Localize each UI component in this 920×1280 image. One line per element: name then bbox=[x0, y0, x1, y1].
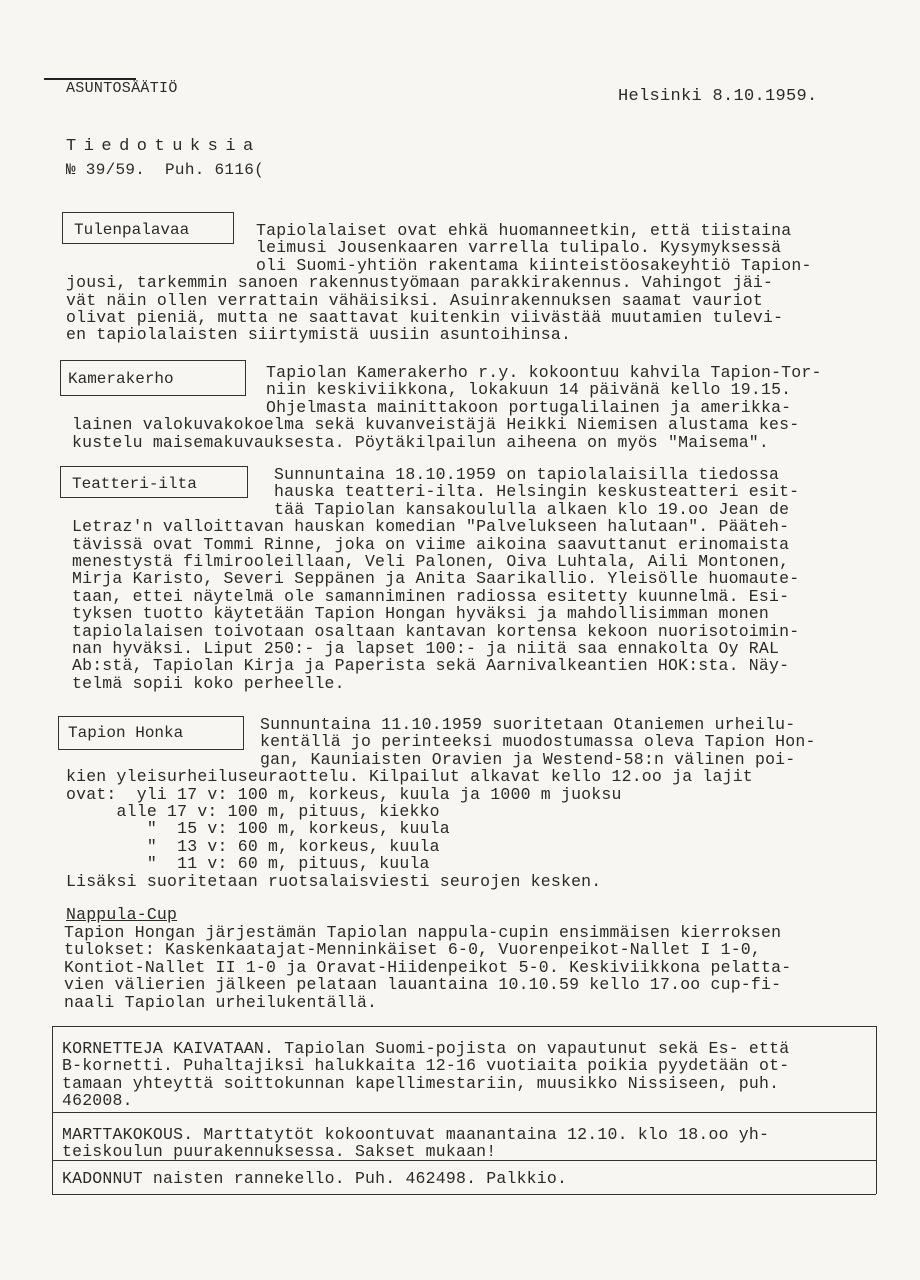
ad-rule-bottom bbox=[52, 1194, 876, 1195]
section-body-kamerakerho: Tapiolan Kamerakerho r.y. kokoontuu kahvila Tapion-Tor- niin keskiviikkona, lokakuun 14 päivänä kello 19.15. Ohjelmasta mainittakoon portugalilainen ja amerikka- lainen valokuvakokoelma sekä kuvanveistäjä Heikki Niemisen alustama kes- kustelu maisemakuvauksesta. Pöytäkilpailun aiheena on myös "Maisema". bbox=[72, 363, 822, 452]
ad-kornetti: KORNETTEJA KAIVATAAN. Tapiolan Suomi-pojista on vapautunut sekä Es- että B-kornetti. Puhaltajiksi halukkaita 12-16 vuotiaita poikia pyydetään ot- tamaan yhteyttä soittokunnan kapellimestariin, muusikko Nissiseen, puh. 462008. bbox=[62, 1039, 790, 1111]
organization-name: ASUNTOSÄÄTIÖ bbox=[66, 80, 178, 97]
ad-rule-left bbox=[52, 1026, 53, 1194]
ad-rule-right bbox=[876, 1026, 877, 1194]
document-title: Tiedotuksia bbox=[66, 137, 261, 156]
document-date: Helsinki 8.10.1959. bbox=[618, 87, 818, 106]
ad-rule bbox=[52, 1112, 876, 1113]
ad-kadonnut: KADONNUT naisten rannekello. Puh. 462498. Palkkio. bbox=[62, 1169, 568, 1188]
section-label-teatteri: Teatteri-ilta bbox=[72, 475, 197, 493]
nappula-heading: Nappula-Cup bbox=[66, 905, 178, 924]
section-label-tapionhonka: Tapion Honka bbox=[68, 724, 184, 742]
section-label-kamerakerho: Kamerakerho bbox=[68, 370, 174, 388]
section-body-teatteri: Sunnuntaina 18.10.1959 on tapiolalaisilla tiedossa hauska teatteri-ilta. Helsingin keskusteatteri esit- tää Tapiolan kansakoululla alkaen klo 19.oo Jean de Letraz'n valloittavan hauskan komedian "Palvelukseen halutaan". Pääteh- tävissä ovat Tommi Rinne, joka on viime aikoina saavuttanut erinomaista menestystä filmirooleillaan, Veli Palonen, Oiva Luhtala, Aili Montonen, Mirja Karisto, Severi Seppänen ja Anita Saarikallio. Yleisölle huomaute- taan, ettei näytelmä ole samanniminen radiossa esitetty kuunnelmä. Esi- tyksen tuotto käytetään Tapion Hongan hyväksi ja mahdollisimman monen tapiolalaisen toivotaan osaltaan kantavan kortensa kekoon nuorisotoimin- nan hyväksi. Liput 250:- ja lapset 100:- ja niitä saa ennakolta Oy RAL Ab:stä, Tapiolan Kirja ja Paperista sekä Aarnivalkeantien HOK:sta. Näy- telmä sopii koko perheelle. bbox=[72, 465, 800, 693]
ad-marttakokous: MARTTAKOKOUS. Marttatytöt kokoontuvat maanantaina 12.10. klo 18.oo yh- teiskoulun puurakennuksessa. Sakset mukaan! bbox=[62, 1125, 770, 1162]
section-body-tapionhonka: Sunnuntaina 11.10.1959 suoritetaan Otaniemen urheilu- kentällä jo perinteeksi muodostumassa oleva Tapion Hon- gan, Kauniaisten Oravien ja Westend-58:n välinen poi- kien yleisurheiluseuraottelu. Kilpailut alkavat kello 12.oo ja lajit ovat: yli 17 v: 100 m, korkeus, kuula ja 1000 m juoksu alle 17 v: 100 m, pituus, kiekko " 15 v: 100 m, korkeus, kuula " 13 v: 60 m, korkeus, kuula " 11 v: 60 m, pituus, kuula Lisäksi suoritetaan ruotsalaisviesti seurojen kesken. bbox=[66, 715, 816, 891]
section-label-tulenpalavaa: Tulenpalavaa bbox=[74, 221, 190, 239]
issue-number: № 39/59. Puh. 6116( bbox=[66, 161, 265, 179]
ad-rule-top bbox=[52, 1026, 876, 1027]
section-body-tulenpalavaa: Tapiolalaiset ovat ehkä huomanneetkin, että tiistaina leimusi Jousenkaaren varrella tulipalo. Kysymyksessä oli Suomi-yhtiön rakentama kiinteistöosakeyhtiö Tapion- jousi, tarkemmin sanoen rakennustyömaan parakkirakennus. Vahingot jäi- vät näin ollen verrattain vähäisiksi. Asuinrakennuksen saamat vauriot olivat pieniä, mutta ne saattavat kuitenkin viivästää muutamien tulevi- en tapiolalaisten siirtymistä uusiin asuntoihinsa. bbox=[66, 221, 812, 345]
nappula-body: Tapion Hongan järjestämän Tapiolan nappula-cupin ensimmäisen kierroksen tulokset: Kaskenkaatajat-Menninkäiset 6-0, Vuorenpeikot-Nallet I 1-0, Kontiot-Nallet II 1-0 ja Oravat-Hiidenpeikot 5-0. Keskiviikkona pelatta- vien välierien jälkeen pelataan lauantaina 10.10.59 kello 17.oo cup-fi- naali Tapiolan urheilukentällä. bbox=[64, 923, 792, 1012]
ad-rule bbox=[52, 1160, 876, 1161]
